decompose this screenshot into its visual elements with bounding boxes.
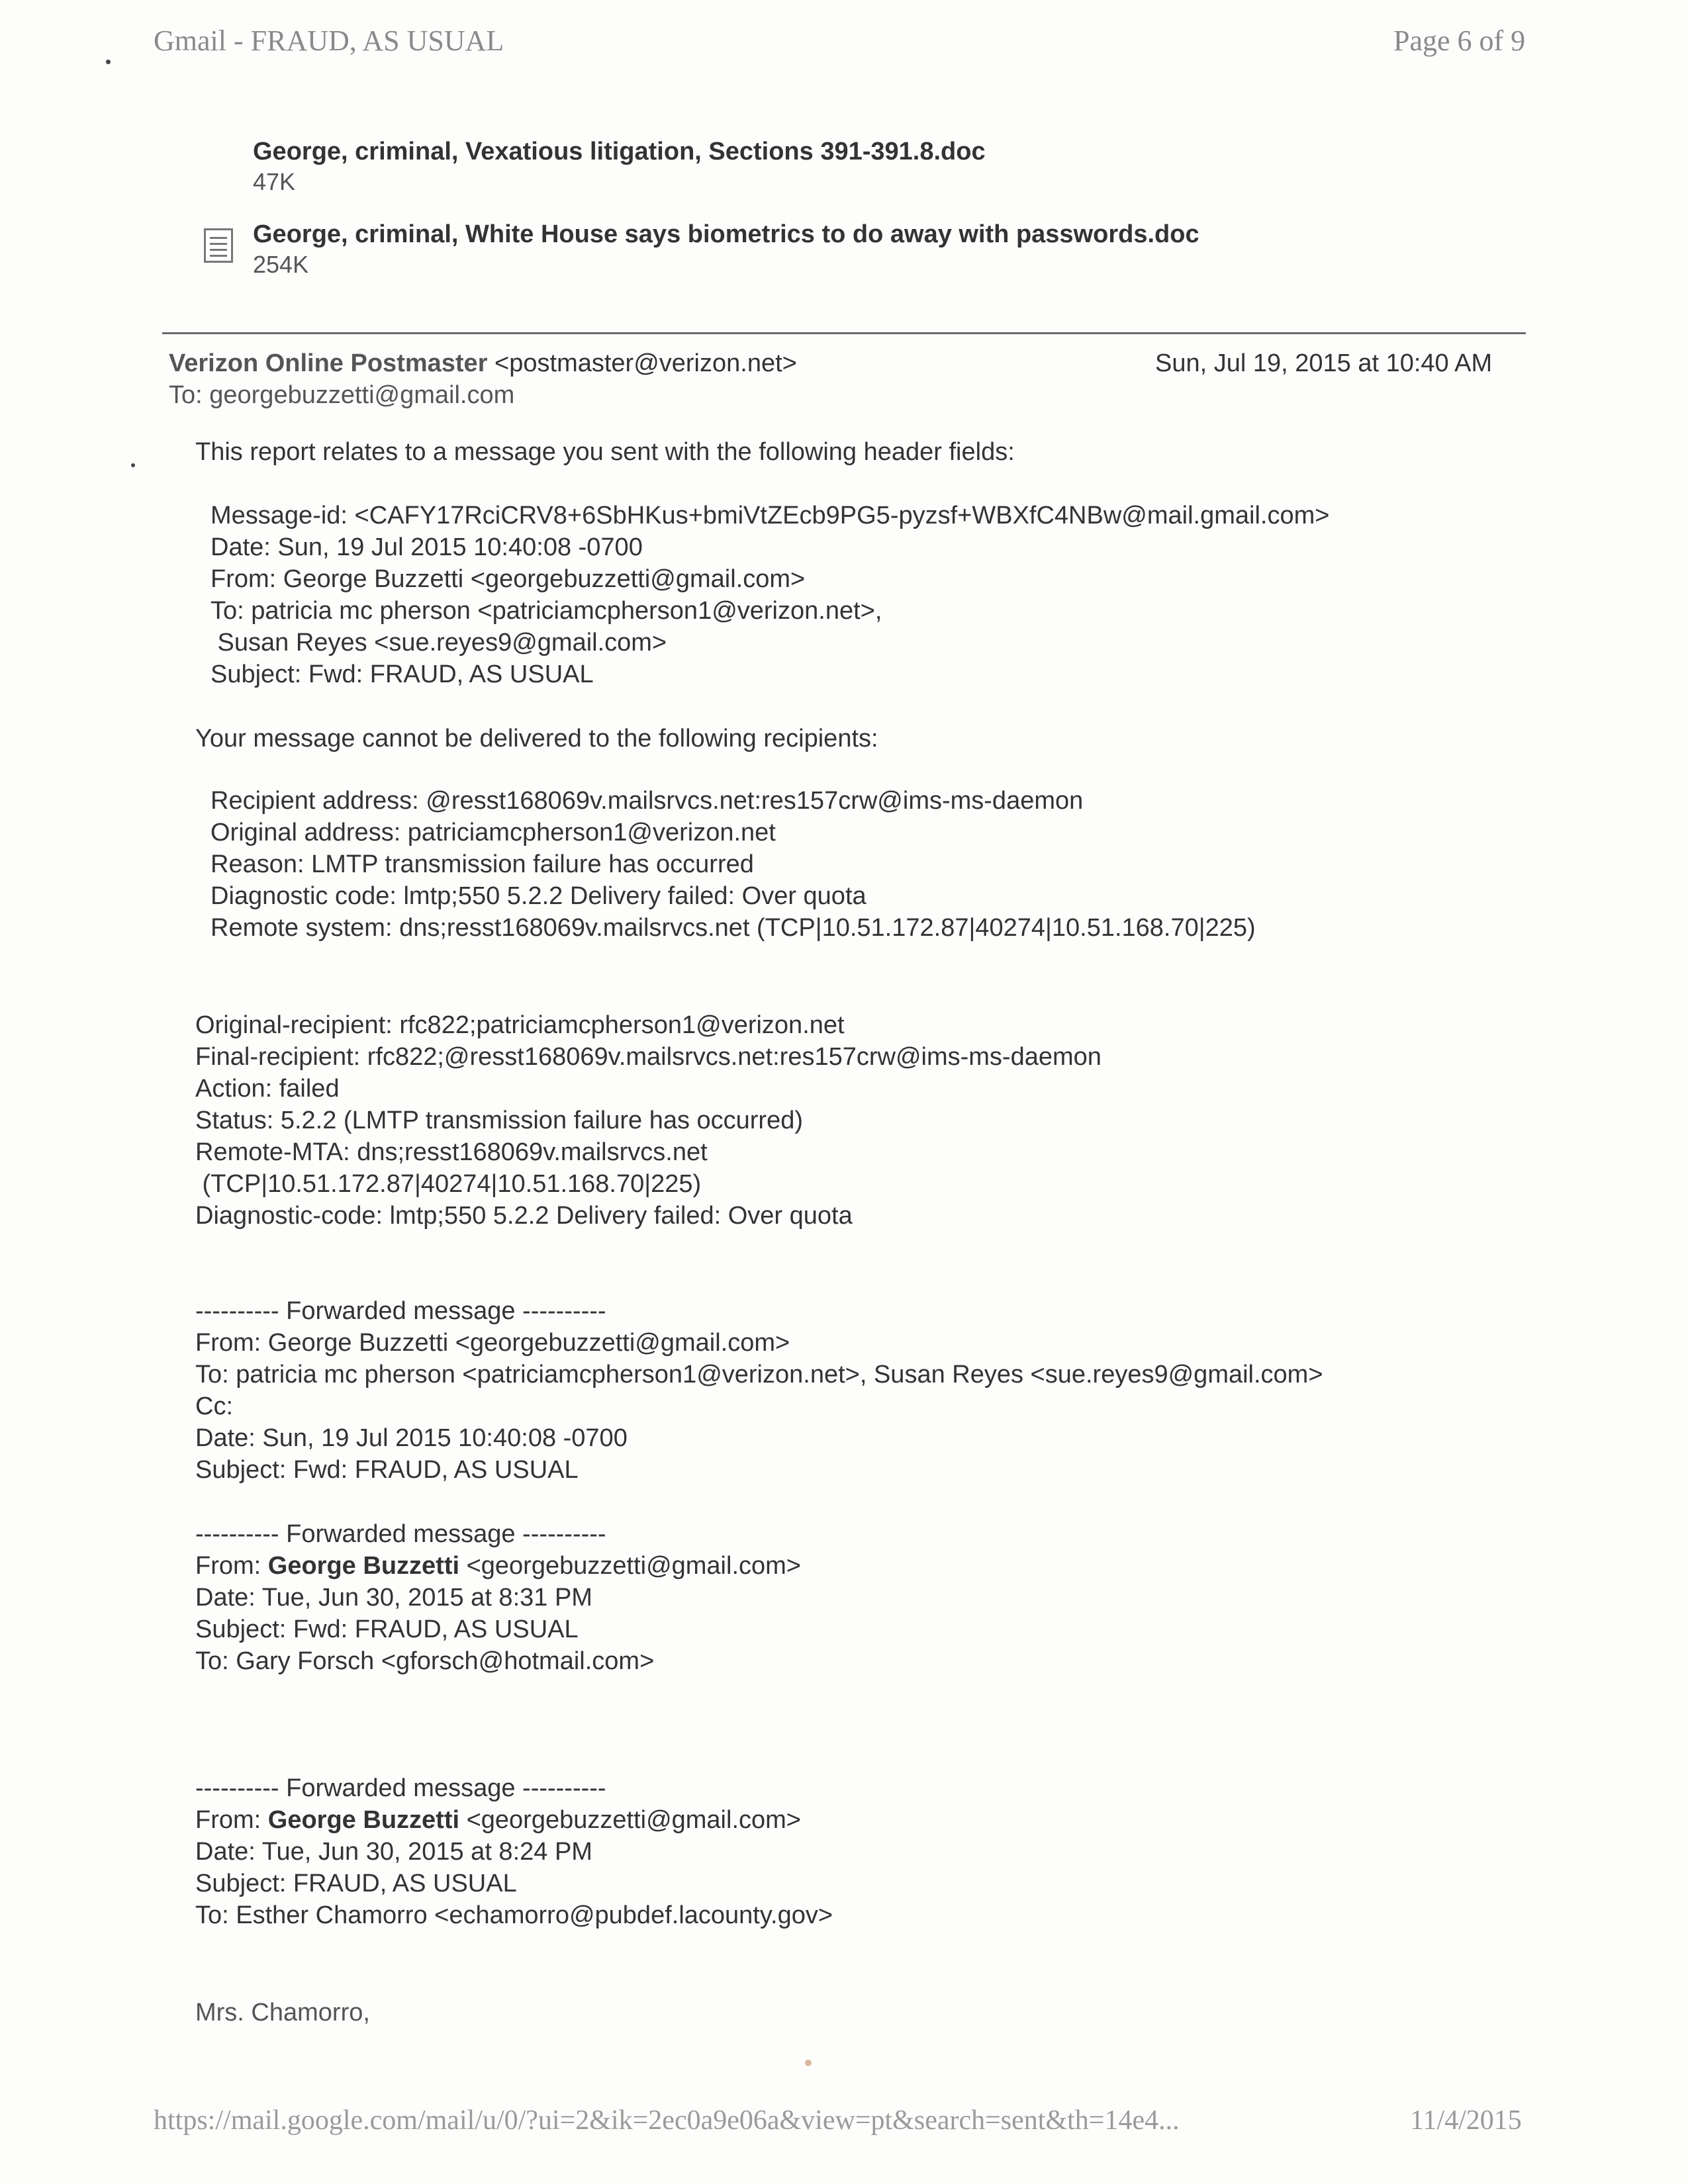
status-line: Diagnostic-code: lmtp;550 5.2.2 Delivery failed: Over quota — [195, 1202, 853, 1230]
message-sender — [169, 347, 797, 379]
forward-line: Subject: Fwd: FRAUD, AS USUAL — [195, 1456, 579, 1484]
status-line: Final-recipient: rfc822;@resst168069v.mailsrvcs.net:res157crw@ims-ms-daemon — [195, 1043, 1102, 1071]
forward-line: To: Gary Forsch <gforsch@hotmail.com> — [195, 1647, 655, 1675]
forward-line: Date: Tue, Jun 30, 2015 at 8:24 PM — [195, 1838, 592, 1866]
recipient-line: Remote system: dns;resst168069v.mailsrvcs.net (TCP|10.51.172.87|40274|10.51.168.70|225) — [211, 914, 1256, 942]
undeliverable-heading: Your message cannot be delivered to the following recipients: — [195, 725, 878, 752]
forward-line: To: Esther Chamorro <echamorro@pubdef.lacounty.gov> — [195, 1901, 833, 1929]
attachment-name[interactable]: George, criminal, White House says biometrics to do away with passwords.doc — [253, 220, 1199, 248]
recipient-line: Recipient address: @resst168069v.mailsrvcs.net:res157crw@ims-ms-daemon — [211, 787, 1084, 815]
from-email: <georgebuzzetti@gmail.com> — [459, 1552, 801, 1580]
forward-line: Subject: Fwd: FRAUD, AS USUAL — [195, 1615, 579, 1643]
message-date: Sun, Jul 19, 2015 at 10:40 AM — [1155, 349, 1493, 377]
sender-name[interactable]: Verizon Online Postmaster — [169, 349, 488, 377]
report-intro: This report relates to a message you sent with the following header fields: — [195, 438, 1015, 466]
from-name: George Buzzetti — [267, 1806, 460, 1834]
message-to: To: georgebuzzetti@gmail.com — [169, 381, 515, 409]
status-line: Action: failed — [195, 1075, 340, 1103]
status-line: Original-recipient: rfc822;patriciamcpherson1@verizon.net — [195, 1011, 845, 1039]
footer-date: 11/4/2015 — [1410, 2105, 1522, 2136]
attachment-name[interactable]: George, criminal, Vexatious litigation, Sections 391-391.8.doc — [253, 138, 986, 165]
status-line: (TCP|10.51.172.87|40274|10.51.168.70|225) — [195, 1170, 702, 1198]
scan-speck — [106, 60, 111, 64]
forward-line: From: George Buzzetti <georgebuzzetti@gmail.com> — [195, 1329, 790, 1357]
message-divider — [162, 332, 1526, 334]
header-field-line: Date: Sun, 19 Jul 2015 10:40:08 -0700 — [211, 533, 643, 561]
page-number: Page 6 of 9 — [1393, 24, 1526, 57]
forward-line: Date: Tue, Jun 30, 2015 at 8:31 PM — [195, 1584, 592, 1612]
header-field-line: Susan Reyes <sue.reyes9@gmail.com> — [211, 629, 667, 657]
attachment-size: 254K — [253, 251, 309, 278]
from-label: From: — [195, 1552, 268, 1580]
document-icon — [204, 228, 233, 263]
sender-email: <postmaster@verizon.net> — [494, 349, 797, 377]
header-field-line: To: patricia mc pherson <patriciamcpherson1@verizon.net>, — [211, 597, 882, 625]
forward-line: Subject: FRAUD, AS USUAL — [195, 1870, 517, 1897]
status-line: Status: 5.2.2 (LMTP transmission failure has occurred) — [195, 1107, 804, 1134]
header-field-line: From: George Buzzetti <georgebuzzetti@gmail.com> — [211, 565, 806, 593]
from-name: George Buzzetti — [267, 1552, 460, 1580]
status-line: Remote-MTA: dns;resst168069v.mailsrvcs.net — [195, 1138, 708, 1166]
forward-line: Date: Sun, 19 Jul 2015 10:40:08 -0700 — [195, 1424, 628, 1452]
salutation: Mrs. Chamorro, — [195, 1999, 370, 2026]
recipient-line: Original address: patriciamcpherson1@verizon.net — [211, 819, 776, 846]
forward-separator: ---------- Forwarded message ---------- — [195, 1297, 606, 1325]
forward-line: Cc: — [195, 1392, 233, 1420]
attachment-size: 47K — [253, 168, 296, 195]
header-field-line: Subject: Fwd: FRAUD, AS USUAL — [211, 660, 594, 688]
recipient-line: Reason: LMTP transmission failure has occurred — [211, 850, 754, 878]
scan-speck — [131, 463, 135, 467]
page-header-title: Gmail - FRAUD, AS USUAL — [154, 24, 504, 57]
forward-from — [195, 1804, 801, 1836]
forward-separator: ---------- Forwarded message ---------- — [195, 1520, 606, 1548]
forward-from — [195, 1550, 801, 1582]
from-email: <georgebuzzetti@gmail.com> — [459, 1806, 801, 1834]
scan-speck — [805, 2060, 812, 2066]
from-label: From: — [195, 1806, 268, 1834]
forward-line: To: patricia mc pherson <patriciamcpherson1@verizon.net>, Susan Reyes <sue.reyes9@gmail.com> — [195, 1361, 1323, 1388]
footer-url[interactable]: https://mail.google.com/mail/u/0/?ui=2&ik=2ec0a9e06a&view=pt&search=sent&th=14e4... — [154, 2105, 1180, 2136]
forward-separator: ---------- Forwarded message ---------- — [195, 1774, 606, 1802]
header-field-line: Message-id: <CAFY17RciCRV8+6SbHKus+bmiVtZEcb9PG5-pyzsf+WBXfC4NBw@mail.gmail.com> — [211, 502, 1330, 529]
recipient-line: Diagnostic code: lmtp;550 5.2.2 Delivery failed: Over quota — [211, 882, 867, 910]
